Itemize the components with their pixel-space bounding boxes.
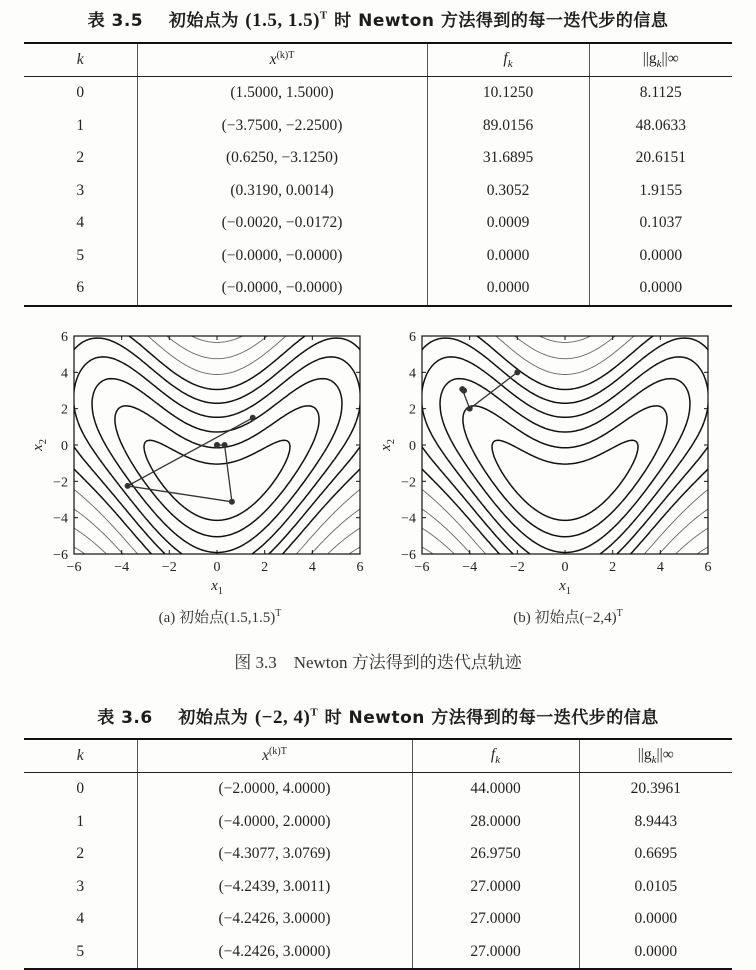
- y-tick-label: 4: [409, 366, 416, 382]
- iteration-point: [229, 499, 235, 505]
- y-tick-label: 2: [61, 402, 68, 418]
- cell-g: 0.0000: [579, 936, 732, 970]
- cell-g: 20.6151: [589, 142, 732, 175]
- contour-line: [415, 338, 715, 559]
- x-tick-label: 0: [561, 560, 569, 575]
- x-tick-label: 0: [213, 560, 221, 575]
- header-k: k: [24, 43, 137, 77]
- cell-f: 0.0009: [427, 207, 589, 240]
- x-tick-label: 2: [261, 560, 269, 575]
- cell-x: (−0.0020, −0.0172): [137, 207, 427, 240]
- x-tick-label: −6: [414, 560, 430, 575]
- y-tick-label: −2: [53, 475, 68, 491]
- table-row: [24, 272, 732, 306]
- cell-f: 27.0000: [412, 871, 579, 904]
- y-tick-label: 4: [61, 366, 68, 382]
- subcaption-a: (a) 初始点$(1.5,1.5)^T$: [158, 608, 282, 626]
- y-tick-label: −6: [53, 548, 68, 563]
- header-x: $x^{(k)T}$: [137, 43, 427, 77]
- contour-plot-b: [378, 326, 728, 598]
- y-tick-label: −4: [401, 511, 416, 527]
- contour-line: [92, 379, 342, 553]
- table-row: [24, 175, 732, 208]
- cell-g: 20.3961: [579, 773, 732, 806]
- table-row: [24, 838, 732, 871]
- cell-g: 0.6695: [579, 838, 732, 871]
- y-tick-label: 2: [409, 402, 416, 418]
- iteration-point: [214, 442, 220, 448]
- cell-k: 0: [76, 780, 85, 798]
- y-tick-label: −2: [401, 475, 416, 491]
- cell-f: 31.6895: [427, 142, 589, 175]
- cell-k: 0: [76, 84, 85, 102]
- iteration-point: [514, 369, 520, 375]
- x-tick-label: −6: [66, 560, 82, 575]
- y-tick-label: 6: [61, 330, 68, 345]
- x-tick-label: 4: [308, 560, 316, 575]
- cell-f: 27.0000: [412, 936, 579, 970]
- cell-f: 44.0000: [412, 773, 579, 806]
- table-row: [24, 806, 732, 839]
- cell-f: 10.1250: [427, 77, 589, 110]
- table-row: [24, 240, 732, 273]
- cell-x: (1.5000, 1.5000): [137, 77, 427, 110]
- table-number: 表 3.6: [97, 708, 153, 728]
- cell-f: 0.0000: [427, 272, 589, 306]
- table-row: [24, 871, 732, 904]
- y-axis-label: $x_2$: [378, 439, 397, 451]
- cell-g: 8.1125: [589, 77, 732, 110]
- cell-g: 0.0000: [589, 272, 732, 306]
- contour-plot-a: [30, 326, 380, 598]
- cell-g: 0.0000: [579, 903, 732, 936]
- cell-x: (−4.0000, 2.0000): [137, 806, 412, 839]
- header-g: $||g_k||\infty$: [579, 739, 732, 773]
- table-3-6-caption: [0, 703, 756, 729]
- contour-lines: [415, 331, 715, 560]
- caption-text: 时 Newton 方法得到的每一迭代步的信息: [334, 11, 669, 31]
- cell-k: 3: [76, 181, 85, 199]
- cell-k: 5: [76, 246, 85, 264]
- cell-g: 0.1037: [589, 207, 732, 240]
- contour-line: [415, 331, 715, 560]
- x-tick-label: −4: [114, 560, 130, 575]
- table-row: [24, 110, 732, 143]
- table-row: [24, 142, 732, 175]
- cell-x: (0.6250, −3.1250): [137, 142, 427, 175]
- cell-x: (−3.7500, −2.2500): [137, 110, 427, 143]
- table-row: [24, 77, 732, 110]
- cell-x: (−4.2426, 3.0000): [137, 936, 412, 970]
- contour-line: [67, 338, 367, 559]
- table-3-6: [24, 738, 732, 970]
- header-f: $f_k$: [412, 739, 579, 773]
- caption-point: (−2, 4)$^T$: [254, 706, 319, 728]
- caption-text: 初始点为: [168, 11, 239, 31]
- table-3-5-caption: [0, 6, 756, 32]
- x-tick-label: −4: [462, 560, 478, 575]
- cell-x: (0.3190, 0.0014): [137, 175, 427, 208]
- y-tick-label: −6: [401, 548, 416, 563]
- cell-x: (−2.0000, 4.0000): [137, 773, 412, 806]
- table-row: [24, 773, 732, 806]
- x-tick-label: −2: [161, 560, 177, 575]
- header-g: $||g_k||\infty$: [589, 43, 732, 77]
- y-tick-label: 0: [409, 439, 416, 454]
- cell-g: 1.9155: [589, 175, 732, 208]
- cell-f: 28.0000: [412, 806, 579, 839]
- iteration-path: [128, 418, 253, 502]
- x-axis-label: $x_1$: [211, 578, 223, 597]
- table-row: [24, 936, 732, 970]
- y-tick-label: −4: [53, 511, 68, 527]
- table-3-5: [24, 42, 732, 307]
- cell-f: 89.0156: [427, 110, 589, 143]
- iteration-point: [461, 388, 467, 394]
- cell-k: 2: [76, 845, 85, 863]
- contour-line: [440, 379, 690, 553]
- cell-k: 5: [24, 936, 137, 970]
- cell-f: 0.0000: [427, 240, 589, 273]
- cell-g: 8.9443: [579, 806, 732, 839]
- x-tick-label: 6: [704, 560, 712, 575]
- cell-k: 1: [76, 812, 85, 830]
- contour-line: [74, 357, 361, 560]
- cell-g: 48.0633: [589, 110, 732, 143]
- cell-x: (−4.2439, 3.0011): [137, 871, 412, 904]
- table-number: 表 3.5: [87, 11, 144, 31]
- subcaption-b: (b) 初始点$(-2,4)^T$: [513, 608, 623, 626]
- cell-x: (−4.3077, 3.0769): [137, 838, 412, 871]
- table-row: [24, 207, 732, 240]
- header-f: $f_k$: [427, 43, 589, 77]
- cell-x: (−0.0000, −0.0000): [137, 240, 427, 273]
- header-k: k: [24, 739, 137, 773]
- cell-x: (−0.0000, −0.0000): [137, 272, 427, 306]
- cell-k: 4: [76, 910, 85, 928]
- cell-g: 0.0105: [579, 871, 732, 904]
- table-header-row: [24, 739, 732, 773]
- cell-f: 0.3052: [427, 175, 589, 208]
- caption-point: (1.5, 1.5)$^T$: [245, 9, 328, 31]
- cell-x: (−4.2426, 3.0000): [137, 903, 412, 936]
- x-tick-label: −2: [509, 560, 525, 575]
- header-x: $x^{(k)T}$: [137, 739, 412, 773]
- cell-k: 1: [76, 116, 85, 134]
- iteration-point: [125, 483, 131, 489]
- table-header-row: [24, 43, 732, 77]
- axes-frame: [422, 336, 708, 554]
- y-axis-label: $x_2$: [30, 439, 49, 451]
- cell-g: 0.0000: [589, 240, 732, 273]
- y-tick-label: 6: [409, 330, 416, 345]
- table-row: [24, 903, 732, 936]
- cell-k: 6: [24, 272, 137, 306]
- y-tick-label: 0: [61, 439, 68, 454]
- x-tick-label: 4: [656, 560, 664, 575]
- cell-k: 4: [76, 214, 85, 232]
- iteration-point: [467, 406, 473, 412]
- x-axis-label: $x_1$: [559, 578, 571, 597]
- cell-f: 26.9750: [412, 838, 579, 871]
- cell-f: 27.0000: [412, 903, 579, 936]
- iteration-point: [222, 442, 228, 448]
- iteration-point: [250, 415, 256, 421]
- cell-k: 2: [76, 149, 85, 167]
- x-tick-label: 6: [356, 560, 364, 575]
- caption-text: 时 Newton 方法得到的每一迭代步的信息: [324, 708, 659, 728]
- figure-caption: 图 3.3 Newton 方法得到的迭代点轨迹: [234, 653, 522, 672]
- x-tick-label: 2: [609, 560, 617, 575]
- cell-k: 3: [76, 877, 85, 895]
- caption-text: 初始点为: [178, 708, 249, 728]
